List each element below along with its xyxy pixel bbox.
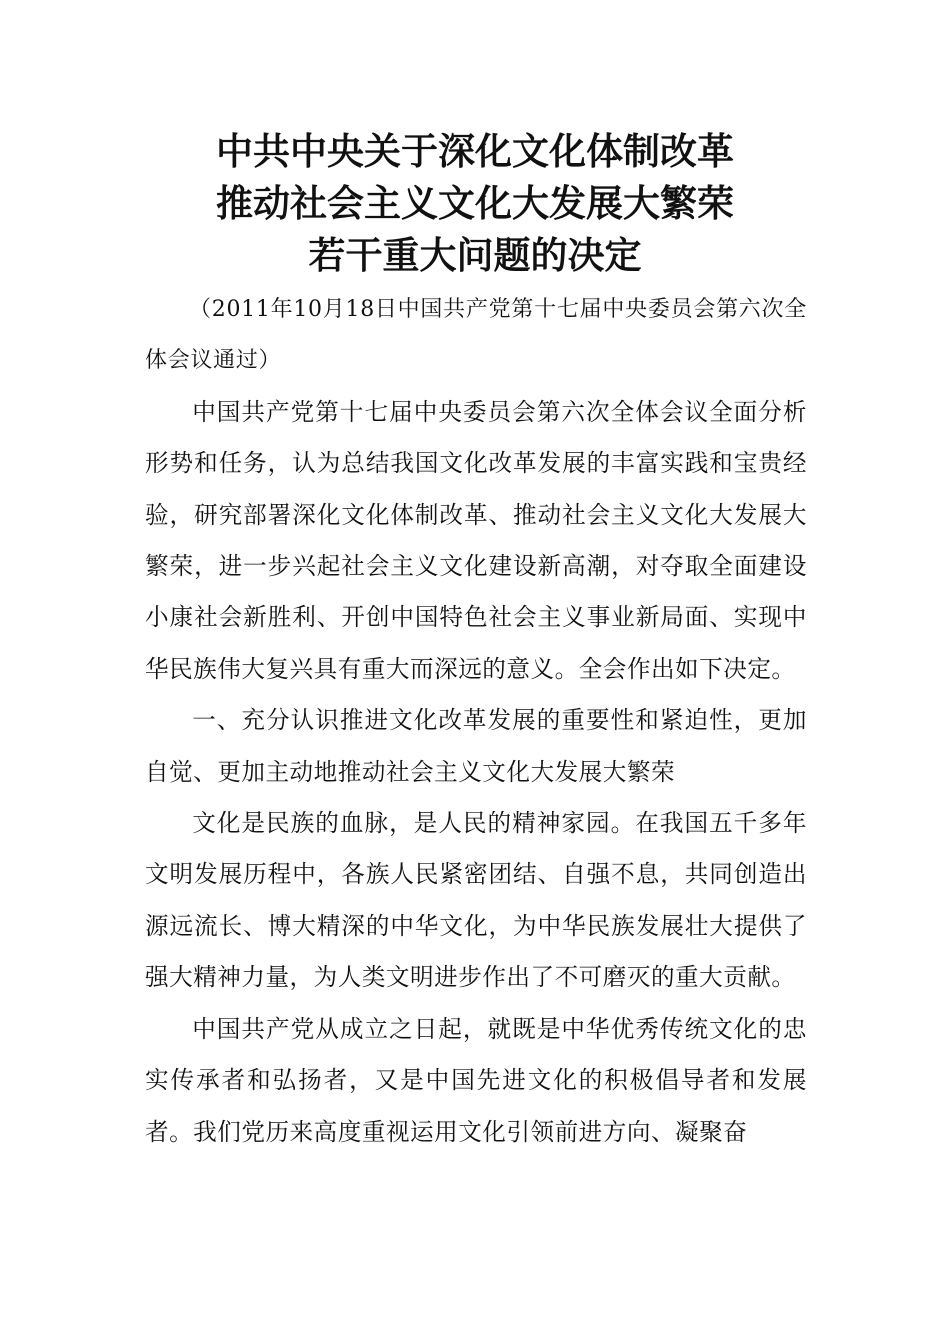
title-line: 推动社会主义文化大发展大繁荣 <box>216 182 734 225</box>
title-line: 中共中央关于深化文化体制改革 <box>216 130 734 173</box>
document-body <box>145 284 807 1158</box>
section-heading: 一、充分认识推进文化改革发展的重要性和紧迫性，更加自觉、更加主动地推动社会主义文化大发展大繁荣 <box>145 706 807 786</box>
title-line: 若干重大问题的决定 <box>308 234 642 277</box>
paragraph: 中国共产党第十七届中央委员会第六次全体会议全面分析形势和任务，认为总结我国文化改革发展的丰富实践和宝贵经验，研究部署深化文化体制改革、推动社会主义文化大发展大繁荣，进一步兴起社会主义文化建设新高潮，对夺取全面建设小康社会新胜利、开创中国特色社会主义事业新局面、实现中华民族伟大复兴具有重大而深远的意义。全会作出如下决定。 <box>145 397 807 683</box>
paragraph: 中国共产党从成立之日起，就既是中华优秀传统文化的忠实传承者和弘扬者，又是中国先进文化的积极倡导者和发展者。我们党历来高度重视运用文化引领前进方向、凝聚奋 <box>145 1014 807 1146</box>
paragraph: 文化是民族的血脉，是人民的精神家园。在我国五千多年文明发展历程中，各族人民紧密团结、自强不息，共同创造出源远流长、博大精深的中华文化，为中华民族发展壮大提供了强大精神力量，为人类文明进步作出了不可磨灭的重大贡献。 <box>145 809 807 992</box>
document-title <box>0 126 950 282</box>
adoption-note: （2011年10月18日中国共产党第十七届中央委员会第六次全体会议通过） <box>145 297 807 374</box>
